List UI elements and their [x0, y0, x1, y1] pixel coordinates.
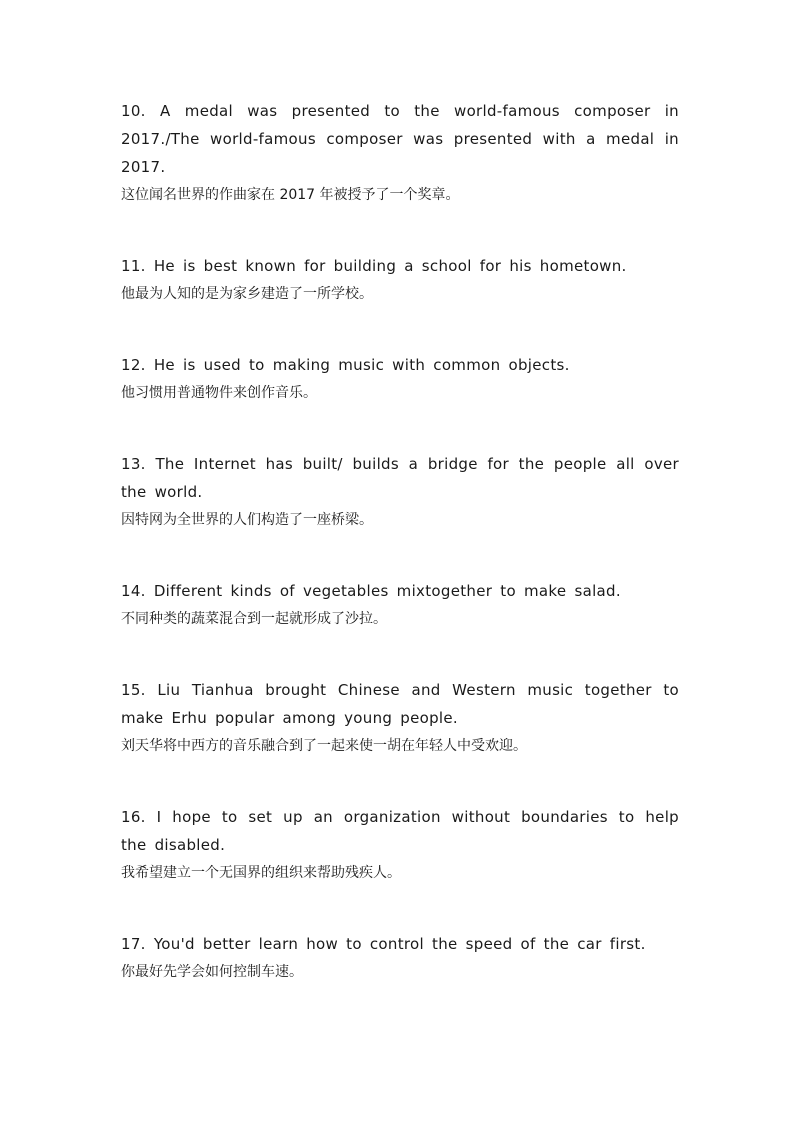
english-sentence: 12. He is used to making music with common objects. [121, 356, 570, 374]
sentence-item-16 [121, 803, 679, 887]
english-sentence: 13. The Internet has built/ builds a bridge for the people all over the world. [121, 455, 679, 501]
sentence-item-14 [121, 577, 679, 633]
document-page [121, 97, 679, 986]
chinese-translation: 你最好先学会如何控制车速。 [121, 964, 303, 980]
spacer [121, 209, 679, 252]
sentence-item-11 [121, 252, 679, 308]
chinese-translation: 他最为人知的是为家乡建造了一所学校。 [121, 286, 373, 302]
english-sentence: 16. I hope to set up an organization without boundaries to help the disabled. [121, 808, 679, 854]
chinese-translation: 我希望建立一个无国界的组织来帮助残疾人。 [121, 865, 401, 881]
chinese-translation: 刘天华将中西方的音乐融合到了一起来使一胡在年轻人中受欢迎。 [121, 738, 527, 754]
chinese-translation: 因特网为全世界的人们构造了一座桥梁。 [121, 512, 373, 528]
spacer [121, 760, 679, 803]
english-sentence: 10. A medal was presented to the world-famous composer in 2017./The world-famous composer was presented with a medal in 2017. [121, 102, 679, 176]
chinese-translation: 他习惯用普通物件来创作音乐。 [121, 385, 317, 401]
sentence-item-10 [121, 97, 679, 209]
spacer [121, 633, 679, 676]
english-sentence: 17. You'd better learn how to control the speed of the car first. [121, 935, 646, 953]
spacer [121, 534, 679, 577]
sentence-item-12 [121, 351, 679, 407]
spacer [121, 308, 679, 351]
english-sentence: 15. Liu Tianhua brought Chinese and Western music together to make Erhu popular among young people. [121, 681, 679, 727]
chinese-translation: 这位闻名世界的作曲家在 2017 年被授予了一个奖章。 [121, 187, 460, 203]
spacer [121, 887, 679, 930]
sentence-item-17 [121, 930, 679, 986]
sentence-item-15 [121, 676, 679, 760]
chinese-translation: 不同种类的蔬菜混合到一起就形成了沙拉。 [121, 611, 387, 627]
english-sentence: 14. Different kinds of vegetables mixtogether to make salad. [121, 582, 621, 600]
english-sentence: 11. He is best known for building a school for his hometown. [121, 257, 627, 275]
spacer [121, 407, 679, 450]
sentence-item-13 [121, 450, 679, 534]
